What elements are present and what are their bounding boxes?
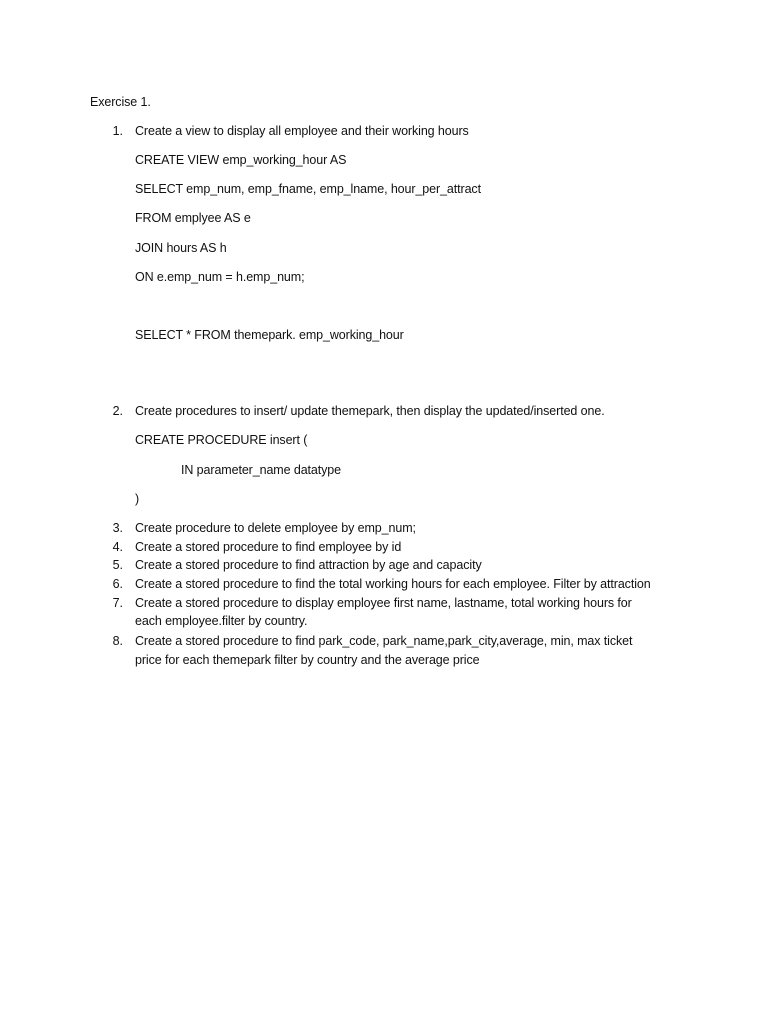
item-7-number: 7.	[112, 596, 123, 610]
item-8-number: 8.	[112, 634, 123, 648]
code-line: ON e.emp_num = h.emp_num;	[135, 270, 305, 284]
item-7-text-line-1: Create a stored procedure to display employee first name, lastname, total working hours for	[135, 596, 632, 610]
code-line: CREATE VIEW emp_working_hour AS	[135, 153, 347, 167]
item-1-number: 1.	[112, 124, 123, 138]
code-line: JOIN hours AS h	[135, 241, 227, 255]
exercise-heading: Exercise 1.	[90, 95, 151, 109]
code-line: )	[135, 492, 140, 506]
item-2-text: Create procedures to insert/ update themepark, then display the updated/inserted one.	[135, 404, 605, 418]
item-5-number: 5.	[112, 558, 123, 572]
item-6-text: Create a stored procedure to find the total working hours for each employee. Filter by attraction	[135, 577, 651, 591]
item-4-text: Create a stored procedure to find employee by id	[135, 540, 402, 554]
item-7-text-line-2: each employee.filter by country.	[135, 614, 308, 628]
item-8-text-line-2: price for each themepark filter by country and the average price	[135, 653, 480, 667]
item-5-text: Create a stored procedure to find attraction by age and capacity	[135, 558, 482, 572]
item-4-number: 4.	[112, 540, 123, 554]
item-3-text: Create procedure to delete employee by emp_num;	[135, 521, 416, 535]
code-line: CREATE PROCEDURE insert (	[135, 433, 308, 447]
item-3-number: 3.	[112, 521, 123, 535]
item-1-text: Create a view to display all employee and their working hours	[135, 124, 469, 138]
code-line: FROM emplyee AS e	[135, 211, 251, 225]
code-line: SELECT * FROM themepark. emp_working_hour	[135, 328, 404, 342]
code-line: IN parameter_name datatype	[181, 463, 341, 477]
item-8-text-line-1: Create a stored procedure to find park_code, park_name,park_city,average, min, max ticket	[135, 634, 633, 648]
code-line: SELECT emp_num, emp_fname, emp_lname, hour_per_attract	[135, 182, 481, 196]
item-6-number: 6.	[112, 577, 123, 591]
item-2-number: 2.	[112, 404, 123, 418]
